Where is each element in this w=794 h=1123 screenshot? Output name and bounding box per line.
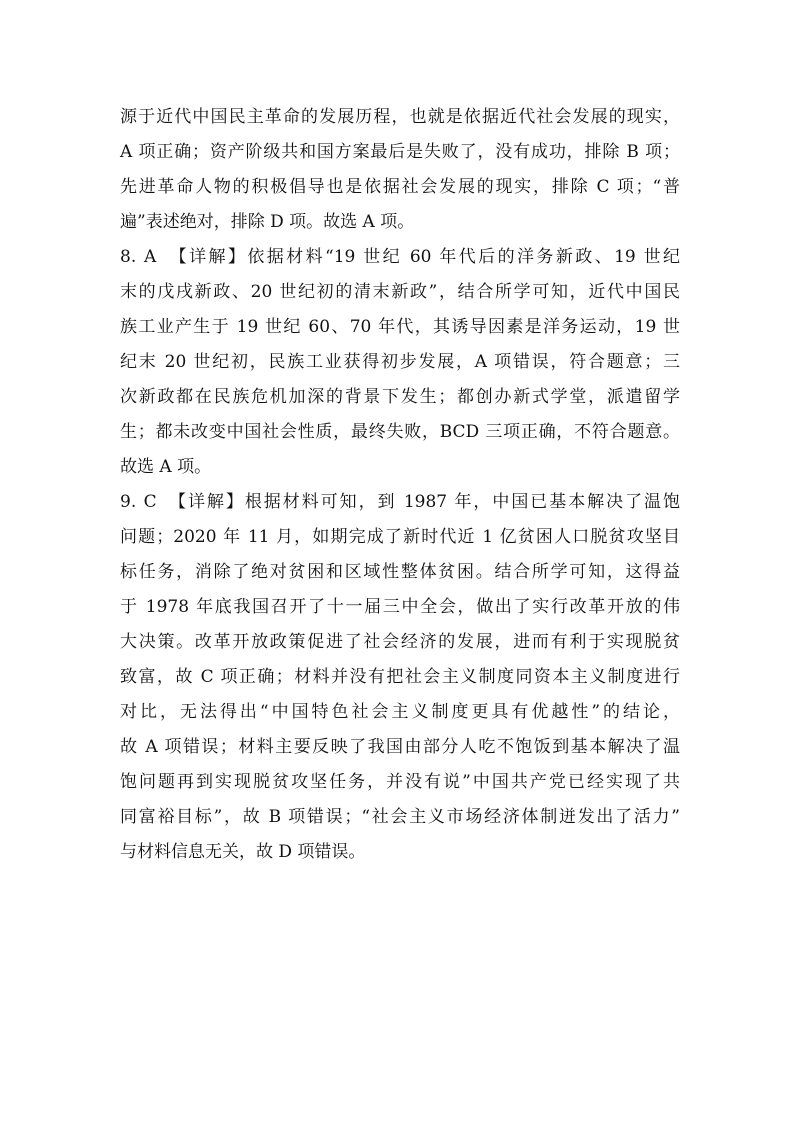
text-line: 故 A 项错误；材料主要反映了我国由部分人吃不饱饭到基本解决了温 — [120, 737, 680, 757]
question-9-answer-line: 9. C 【详解】根据材料可知，到 1987 年，中国已基本解决了温饱 — [120, 492, 680, 512]
text-line: 源于近代中国民主革命的发展历程，也就是依据近代社会发展的现实， — [120, 107, 680, 127]
text-line: 标任务，消除了绝对贫困和区域性整体贫困。结合所学可知，这得益 — [120, 562, 680, 582]
answer-explanation-body — [120, 100, 680, 870]
text-line: 遍”表述绝对，排除 D 项。故选 A 项。 — [120, 212, 415, 232]
text-line: 问题；2020 年 11 月，如期完成了新时代近 1 亿贫困人口脱贫攻坚目 — [120, 527, 680, 547]
text-line: 于 1978 年底我国召开了十一届三中全会，做出了实行改革开放的伟 — [120, 597, 680, 617]
text-line: 次新政都在民族危机加深的背景下发生；都创办新式学堂，派遣留学 — [120, 387, 680, 407]
text-line: 致富，故 C 项正确；材料并没有把社会主义制度同资本主义制度进行 — [120, 667, 680, 687]
text-line: 同富裕目标”，故 B 项错误；“社会主义市场经济体制迸发出了活力” — [120, 807, 680, 827]
text-line: 大决策。改革开放政策促进了社会经济的发展，进而有利于实现脱贫 — [120, 632, 680, 652]
question-8-answer-line: 8. A 【详解】依据材料“19 世纪 60 年代后的洋务新政、19 世纪 — [120, 247, 680, 267]
text-line: 饱问题再到实现脱贫攻坚任务，并没有说”中国共产党已经实现了共 — [120, 772, 680, 792]
text-line: 生；都未改变中国社会性质，最终失败，BCD 三项正确，不符合题意。 — [120, 422, 680, 442]
text-line: 对比，无法得出“中国特色社会主义制度更具有优越性”的结论， — [120, 702, 680, 722]
text-line: 故选 A 项。 — [120, 457, 212, 477]
text-line: 先进革命人物的积极倡导也是依据社会发展的现实，排除 C 项；“普 — [120, 177, 680, 197]
text-line: A 项正确；资产阶级共和国方案最后是失败了，没有成功，排除 B 项； — [120, 142, 680, 162]
text-line: 族工业产生于 19 世纪 60、70 年代，其诱导因素是洋务运动，19 世 — [120, 317, 680, 337]
text-line: 末的戊戌新政、20 世纪初的清末新政”，结合所学可知，近代中国民 — [120, 282, 680, 302]
text-line: 与材料信息无关，故 D 项错误。 — [120, 842, 366, 862]
text-line: 纪末 20 世纪初，民族工业获得初步发展，A 项错误，符合题意；三 — [120, 352, 680, 372]
